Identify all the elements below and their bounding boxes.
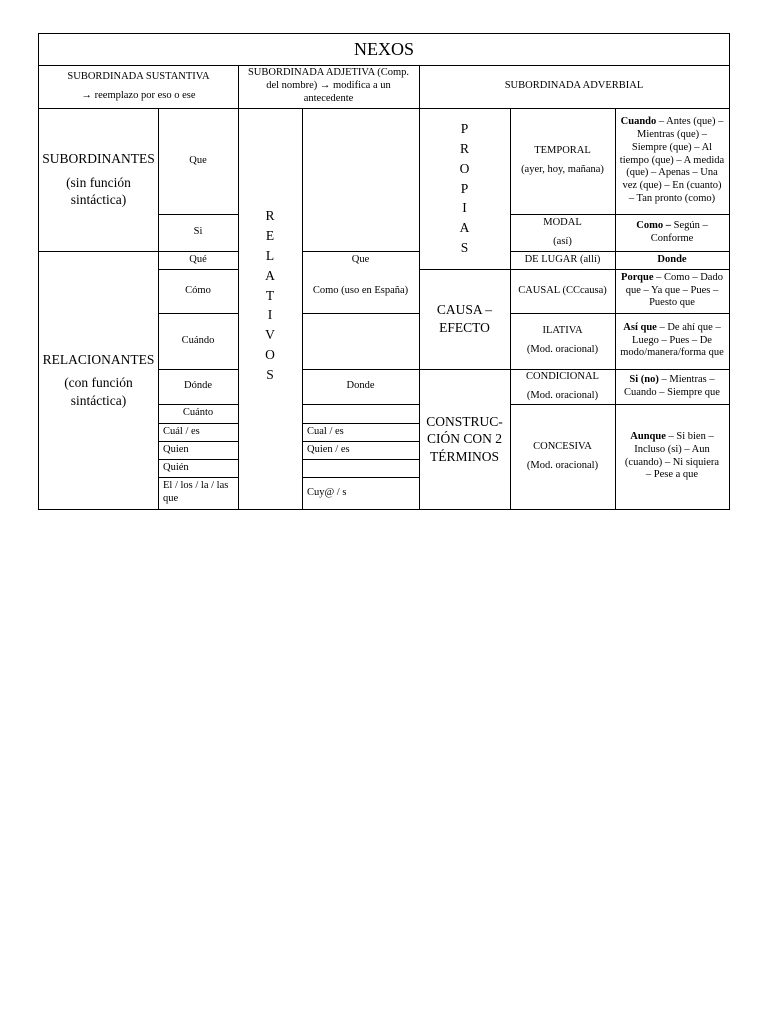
propias-letter: P <box>460 121 469 137</box>
sustantiva-nexo: El / los / la / las que <box>163 480 229 504</box>
relativos-letter: R <box>265 208 275 224</box>
adverbial-type-label: ILATIVA <box>542 325 583 337</box>
grid-line <box>302 423 419 424</box>
adverbial-type-label: CONDICIONAL <box>526 370 599 382</box>
grid-line <box>302 108 303 509</box>
grid-line <box>302 441 419 442</box>
grid-line <box>510 404 730 405</box>
grid-line <box>238 65 239 509</box>
grid-line <box>38 108 730 109</box>
adverbial-type-modal <box>510 214 615 251</box>
propias-letter: A <box>459 220 470 236</box>
adverbial-nexos-text: Porque – Como – Dado que – Ya que – Pues – Puesto que <box>621 271 723 309</box>
relativos-letter: A <box>265 267 275 283</box>
adverbial-nexos-condicional <box>615 369 729 404</box>
grid-line <box>615 108 616 509</box>
grid-line <box>302 477 419 478</box>
grid-line <box>158 313 238 314</box>
adjetiva-empty <box>302 313 419 369</box>
adverbial-nexos-lugar <box>615 251 729 269</box>
sustantiva-nexo: Que <box>189 154 207 166</box>
sustantiva-nexo: Si <box>193 226 203 238</box>
relativos-letter: L <box>265 248 275 263</box>
group-relacionantes <box>39 251 158 509</box>
adjetiva-empty <box>302 459 419 477</box>
adverbial-nexos-temporal <box>615 108 729 214</box>
header-adverbial <box>419 65 729 108</box>
table-title: NEXOS <box>353 38 414 59</box>
grid-line <box>302 369 730 370</box>
adverbial-type-sub: (así) <box>553 235 572 247</box>
table-border <box>729 33 730 510</box>
adverbial-nexos-text: Cuando – Antes (que) – Mientras (que) – Siempre (que) – Al tiempo (que) – A medida (que) – Apenas – Una vez (que) – En (cuanto) – Tan pronto (como) <box>619 116 725 204</box>
group-subordinantes-label: SUBORDINANTES <box>42 151 155 167</box>
adjetiva-nexo: Como (uso en España) <box>312 284 409 296</box>
sustantiva-nexo: Dónde <box>184 380 212 392</box>
adjetiva-empty <box>302 404 419 423</box>
group-construccion: CONSTRUC-CIÓN CON 2 TÉRMINOS <box>426 413 503 464</box>
grid-line <box>158 441 238 442</box>
adverbial-type-label: CONCESIVA <box>533 440 592 452</box>
header-adjetiva-label: SUBORDINADA ADJETIVA (Comp. del nombre) → modifica a un antecedente <box>247 67 410 104</box>
sustantiva-nexo: Cómo <box>185 284 211 296</box>
propias-letter: O <box>459 160 470 176</box>
adjetiva-nexo: Cual / es <box>307 425 344 437</box>
grid-line <box>419 65 420 509</box>
grid-line <box>158 423 238 424</box>
propias-letter: I <box>462 200 467 216</box>
propias-letter: S <box>460 239 469 255</box>
adverbial-type-lugar <box>510 251 615 269</box>
grid-line <box>510 108 511 509</box>
table-border <box>38 509 730 510</box>
adverbial-nexos-text: Así que – De ahí que – Luego – Pues – De modo/manera/forma que <box>620 321 724 359</box>
adverbial-type-label: CAUSAL (CCcausa) <box>518 284 607 296</box>
adverbial-type-sub: (Mod. oracional) <box>526 459 599 471</box>
header-adverbial-label: SUBORDINADA ADVERBIAL <box>504 80 644 92</box>
adverbial-nexos-ilativa <box>615 313 729 369</box>
adverbial-type-label: TEMPORAL <box>534 145 591 157</box>
relativos-letter: I <box>267 307 273 323</box>
grid-line <box>419 269 730 270</box>
adverbial-type-causal <box>510 269 615 313</box>
adjetiva-empty <box>302 108 419 251</box>
adverbial-nexos-concesiva <box>615 404 729 509</box>
relativos-letter: O <box>265 346 275 362</box>
header-adjetiva <box>238 65 419 108</box>
propias-label <box>419 108 510 269</box>
grid-line <box>510 214 730 215</box>
adverbial-type-concesiva <box>510 404 615 509</box>
adverbial-type-sub: (Mod. oracional) <box>526 389 599 401</box>
adverbial-type-sub: (Mod. oracional) <box>526 344 599 355</box>
relativos-letter: V <box>265 327 275 343</box>
grid-line <box>510 313 730 314</box>
table-border <box>38 33 730 34</box>
grid-line <box>158 269 238 270</box>
adjetiva-nexo: Cuy@ / s <box>307 486 347 498</box>
group-causa-efecto: CAUSA – EFECTO <box>436 302 493 335</box>
relativos-letter: S <box>266 366 274 382</box>
grid-line <box>158 214 238 215</box>
adverbial-type-sub: (ayer, hoy, mañana) <box>521 164 604 175</box>
header-sustantiva-label: SUBORDINADA SUSTANTIVA <box>67 70 210 82</box>
adverbial-nexos-causal <box>615 269 729 313</box>
adverbial-type-condicional <box>510 369 615 404</box>
grid-line <box>510 251 730 252</box>
group-relacionantes-note: (con función sintáctica) <box>64 375 133 408</box>
adverbial-nexos-text: Como – Según – Conforme <box>636 219 708 244</box>
sustantiva-nexo: Cuál / es <box>163 425 200 437</box>
adjetiva-nexo: Donde <box>346 380 375 392</box>
grid-line <box>302 251 419 252</box>
header-sustantiva <box>39 65 238 108</box>
adverbial-nexos-text: Si (no) – Mientras – Cuando – Siempre que <box>624 373 720 398</box>
propias-letter: R <box>459 141 469 156</box>
sustantiva-nexo: Quién <box>163 461 189 473</box>
table-border <box>38 33 39 510</box>
group-relacionantes-label: RELACIONANTES <box>42 351 155 367</box>
group-subordinantes <box>39 108 158 251</box>
relativos-label <box>238 108 302 509</box>
adverbial-type-label: DE LUGAR (allí) <box>524 253 601 265</box>
adverbial-nexos-text: Aunque – Si bien – Incluso (si) – Aun (cuando) – Ni siquiera – Pese a que <box>624 430 720 481</box>
relativos-letter: E <box>265 228 275 244</box>
sustantiva-nexo: Quien <box>163 443 189 455</box>
grid-line <box>302 313 419 314</box>
relativos-letter: T <box>265 287 275 303</box>
adverbial-type-ilativa <box>510 313 615 369</box>
grid-line <box>158 404 238 405</box>
grid-line <box>158 459 238 460</box>
grid-line <box>158 108 159 509</box>
adverbial-nexos-text: Donde <box>657 253 687 265</box>
propias-letter: P <box>460 180 469 196</box>
grid-line <box>158 477 238 478</box>
group-subordinantes-note: (sin función sintáctica) <box>66 174 131 208</box>
grid-line <box>158 369 238 370</box>
header-sustantiva-note: → reemplazo por eso o ese <box>81 89 196 101</box>
sustantiva-nexo: Cuánto <box>182 407 214 419</box>
adverbial-nexos-modal <box>615 214 729 251</box>
adverbial-type-label: MODAL <box>543 216 582 228</box>
grid-line <box>302 404 419 405</box>
grid-line <box>38 65 730 66</box>
grid-line <box>38 251 238 252</box>
sustantiva-nexo: Qué <box>189 253 207 265</box>
adjetiva-nexo: Que <box>351 253 370 265</box>
adverbial-type-temporal <box>510 108 615 214</box>
grid-line <box>302 459 419 460</box>
adjetiva-nexo: Quien / es <box>307 443 350 455</box>
sustantiva-nexo: Cuándo <box>181 334 215 346</box>
